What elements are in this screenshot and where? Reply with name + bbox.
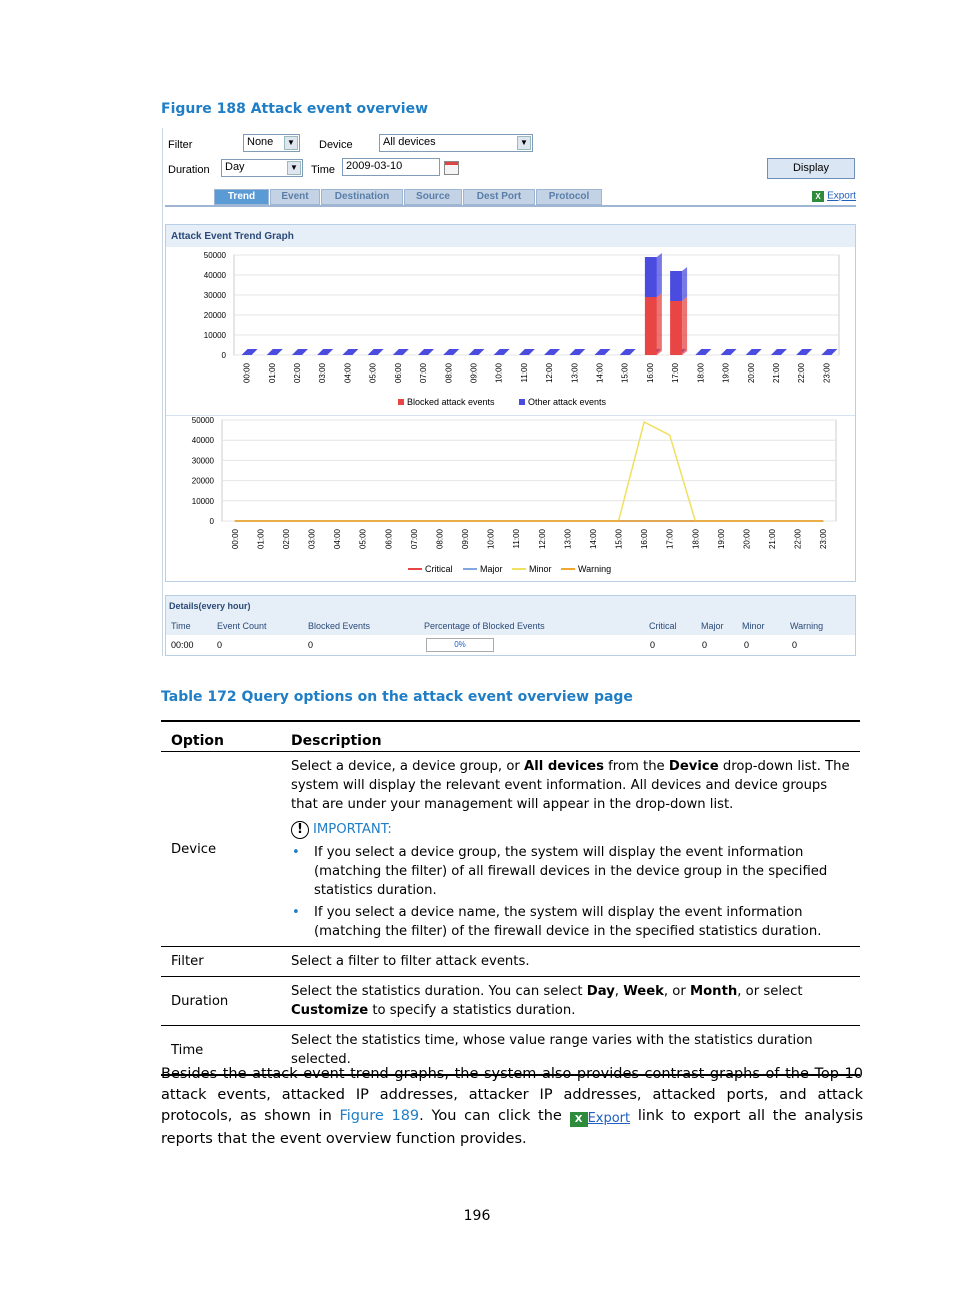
tab-underline (165, 205, 856, 207)
x-tick-label: 16:00 (640, 529, 650, 550)
x-tick-label: 03:00 (318, 363, 328, 384)
x-tick-label: 17:00 (665, 529, 675, 550)
device-label: Device (319, 139, 353, 151)
tab-destination[interactable]: Destination (321, 189, 403, 205)
time-label: Time (311, 164, 336, 176)
x-tick-label: 05:00 (358, 529, 368, 550)
export-inline: X Export (570, 1108, 631, 1129)
x-tick-label: 00:00 (230, 529, 240, 550)
x-tick-label: 17:00 (671, 363, 681, 384)
x-tick-label: 23:00 (822, 363, 832, 384)
table-row (161, 977, 860, 1026)
col-major: Major (701, 621, 724, 631)
bar (645, 297, 657, 355)
filter-value: None (247, 136, 274, 148)
x-tick-label: 10:00 (494, 363, 504, 384)
y-tick-label: 30000 (191, 456, 214, 466)
x-tick-label: 04:00 (343, 363, 353, 384)
plot-area (234, 255, 839, 355)
legend-label: Blocked attack events (407, 397, 495, 407)
cell: 00:00 (171, 640, 194, 650)
x-tick-label: 03:00 (307, 529, 317, 550)
x-tick-label: 11:00 (519, 363, 529, 383)
col-blocked: Blocked Events (308, 621, 371, 631)
trend-panel (165, 224, 856, 582)
export-label: Export (827, 190, 856, 202)
exclamation-icon: ! (291, 821, 309, 839)
col-minor: Minor (742, 621, 765, 631)
col-critical: Critical (649, 621, 677, 631)
legend-label: Other attack events (528, 397, 607, 407)
option-device: Device (161, 752, 281, 947)
x-tick-label: 20:00 (742, 529, 752, 550)
y-tick-label: 50000 (203, 251, 226, 260)
x-tick-label: 12:00 (537, 529, 547, 550)
col-event-count: Event Count (217, 621, 267, 631)
header-description: Description (281, 721, 860, 752)
y-tick-label: 10000 (203, 331, 226, 340)
y-tick-label: 50000 (191, 416, 214, 425)
tab-protocol[interactable]: Protocol (536, 189, 602, 205)
y-tick-label: 40000 (203, 271, 226, 280)
x-tick-label: 20:00 (746, 363, 756, 384)
table-row (166, 636, 855, 654)
desc-filter: Select a filter to filter attack events. (281, 947, 860, 977)
x-tick-label: 09:00 (461, 529, 471, 550)
x-tick-label: 06:00 (393, 363, 403, 384)
x-tick-label: 21:00 (768, 529, 778, 550)
device-value: All devices (383, 136, 436, 148)
time-input[interactable] (342, 158, 440, 176)
x-tick-label: 10:00 (486, 529, 496, 550)
legend-swatch (398, 399, 404, 405)
tab-dest-port[interactable]: Dest Port (463, 189, 535, 205)
x-tick-label: 18:00 (696, 363, 706, 384)
tab-source[interactable]: Source (404, 189, 462, 205)
legend-label: Minor (529, 564, 552, 574)
bar-side (682, 267, 687, 301)
header-option: Option (161, 721, 281, 752)
tab-trend[interactable]: Trend (214, 189, 269, 205)
x-tick-label: 15:00 (620, 363, 630, 384)
bar (645, 257, 657, 297)
x-tick-label: 08:00 (444, 363, 454, 384)
legend-swatch (519, 399, 525, 405)
x-tick-label: 16:00 (645, 363, 655, 384)
line-chart (166, 416, 855, 581)
percentage-bar: 0% (426, 638, 494, 652)
details-panel (165, 595, 856, 656)
x-tick-label: 01:00 (267, 363, 277, 384)
page-number: 196 (463, 1208, 491, 1224)
desc-time: Select the statistics time, whose value range varies with the statistics duration selected. (281, 1026, 860, 1076)
duration-value: Day (225, 161, 245, 173)
x-tick-label: 19:00 (721, 363, 731, 384)
y-tick-label: 20000 (203, 311, 226, 320)
bar (670, 301, 682, 355)
bar-side (682, 297, 687, 355)
x-tick-label: 21:00 (771, 363, 781, 384)
table-row (161, 947, 860, 977)
bar-side (657, 253, 662, 297)
x-tick-label: 00:00 (242, 363, 252, 384)
export-link[interactable] (812, 190, 856, 202)
cell: 0 (744, 640, 750, 650)
important-note: ! IMPORTANT: (291, 820, 850, 839)
y-tick-label: 40000 (191, 436, 214, 446)
time-value: 2009-03-10 (346, 160, 403, 172)
x-tick-label: 22:00 (793, 529, 803, 550)
option-filter: Filter (161, 947, 281, 977)
figure-title: Figure 188 Attack event overview (161, 101, 429, 117)
screenshot-attack-overview (162, 128, 859, 656)
details-title: Details(every hour) (166, 596, 855, 616)
x-tick-label: 07:00 (409, 529, 419, 550)
body-paragraph: Besides the attack event trend graphs, the system also provides contrast graphs of the Top 10 attack events, attacked IP addresses, attacker IP addresses, attacked ports, and attack protocols, as shown in Figure 189. You can click the X Export link to export all the analysis reports that the event overview function provides. (161, 1066, 864, 1147)
x-tick-label: 18:00 (691, 529, 701, 550)
cell: 0 (792, 640, 798, 650)
list-item: • If you select a device group, the system will display the event information (matching the filter) of all firewall devices in the device group in the specified statistics duration. (314, 843, 850, 900)
desc-device: Select a device, a device group, or All devices from the Device drop-down list. The system will display the relevant event information. All devices and device groups that are under your management will appear in the drop-down list. ! IMPORTANT: • If you select a device group, the system will display the event information (matching the filter) of all firewall devices in the device group in the specified statistics duration. • If you select a device name, the system will display the event information (matching the filter) of the firewall device in the specified statistics duration. (281, 752, 860, 947)
cell: 0 (217, 640, 223, 650)
x-tick-label: 22:00 (797, 363, 807, 384)
bar-chart (166, 249, 855, 419)
cell: 0 (308, 640, 314, 650)
chevron-down-icon: ▼ (284, 136, 298, 150)
duration-label: Duration (168, 164, 210, 176)
x-tick-label: 04:00 (333, 529, 343, 550)
option-time: Time (161, 1026, 281, 1076)
excel-icon: X (570, 1112, 588, 1127)
x-tick-label: 11:00 (512, 529, 522, 549)
x-tick-label: 13:00 (563, 529, 573, 550)
col-percentage: Percentage of Blocked Events (424, 621, 545, 631)
legend-label: Warning (578, 564, 612, 574)
x-tick-label: 02:00 (293, 363, 303, 384)
list-item: • If you select a device name, the system will display the event information (matching the filter) of the firewall device in the specified statistics duration. (314, 903, 850, 941)
col-warning: Warning (790, 621, 824, 631)
plot-area (222, 420, 836, 521)
y-tick-label: 0 (209, 517, 214, 526)
chevron-down-icon: ▼ (517, 136, 531, 150)
y-tick-label: 30000 (203, 291, 226, 300)
x-tick-label: 01:00 (256, 529, 266, 550)
duration-select[interactable] (221, 159, 303, 177)
x-tick-label: 14:00 (588, 529, 598, 550)
x-tick-label: 02:00 (281, 529, 291, 550)
x-tick-label: 19:00 (716, 529, 726, 550)
x-tick-label: 09:00 (469, 363, 479, 384)
filter-label: Filter (168, 139, 193, 151)
calendar-icon[interactable] (444, 161, 459, 175)
device-select[interactable] (379, 134, 533, 152)
y-tick-label: 0 (221, 351, 226, 360)
x-tick-label: 08:00 (435, 529, 445, 550)
legend-label: Critical (425, 564, 453, 574)
x-tick-label: 07:00 (419, 363, 429, 384)
excel-icon: X (812, 191, 824, 202)
y-tick-label: 20000 (191, 476, 214, 486)
filter-select[interactable] (243, 134, 300, 152)
options-table (161, 720, 860, 1076)
col-time: Time (171, 621, 191, 631)
option-duration: Duration (161, 977, 281, 1026)
bar-side (657, 293, 662, 355)
details-header-row (166, 616, 855, 635)
x-tick-label: 12:00 (545, 363, 555, 384)
x-tick-label: 13:00 (570, 363, 580, 384)
x-tick-label: 23:00 (819, 529, 829, 550)
y-tick-label: 10000 (191, 496, 214, 506)
cell: 0 (650, 640, 656, 650)
bar (670, 271, 682, 301)
x-tick-label: 15:00 (614, 529, 624, 550)
x-tick-label: 05:00 (368, 363, 378, 384)
x-tick-label: 06:00 (384, 529, 394, 550)
table-row (161, 752, 860, 947)
display-button[interactable]: Display (767, 158, 855, 179)
table-title: Table 172 Query options on the attack event overview page (161, 689, 633, 705)
chevron-down-icon: ▼ (287, 161, 301, 175)
tab-event[interactable]: Event (270, 189, 320, 205)
trend-panel-title: Attack Event Trend Graph (166, 225, 855, 247)
cell: 0 (702, 640, 708, 650)
legend-label: Major (480, 564, 503, 574)
desc-duration: Select the statistics duration. You can select Day, Week, or Month, or select Customize to specify a statistics duration. (281, 977, 860, 1026)
figure-189-link[interactable]: Figure 189 (339, 1108, 420, 1124)
x-tick-label: 14:00 (595, 363, 605, 384)
